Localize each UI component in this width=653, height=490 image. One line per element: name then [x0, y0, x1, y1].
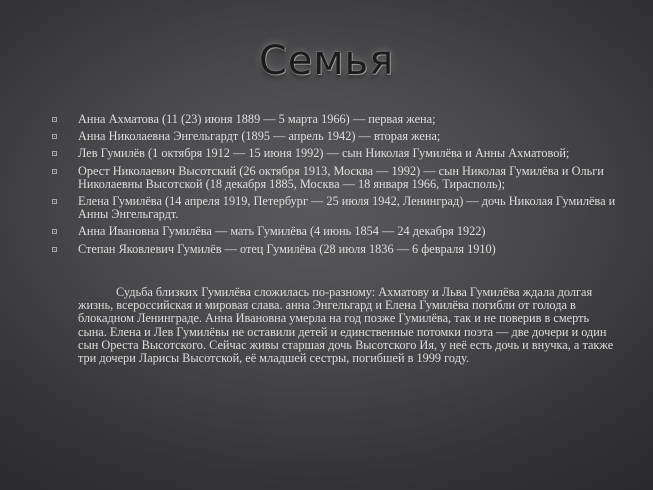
square-bullet-icon [52, 229, 57, 234]
list-item [52, 113, 622, 126]
square-bullet-icon [52, 134, 57, 139]
square-bullet-icon [52, 151, 57, 156]
square-bullet-icon [52, 199, 57, 204]
body-paragraph: Судьба близких Гумилёва сложилась по-разному: Ахматову и Льва Гумилёва ждала долгая жизнь, всероссийская и мировая слава. анна Энгельгард и Елена Гумилёва погибли от голода в блокадном Ленинграде. Анна Ивановна умерла на год позже Гумилёва, так и не поверив в смерть сына. Елена и Лев Гумилёвы не оставили детей и единственные потомки поэта — две дочери и один сын Ореста Высотского. Сейчас живы старшая дочь Высотского Ия, у неё есть дочь и внучка, а также три дочери Ларисы Высотской, её младшей сестры, погибшей в 1999 году. [78, 285, 614, 366]
square-bullet-icon [52, 247, 57, 252]
list-item-text: Анна Николаевна Энгельгардт (1895 — апрель 1942) — вторая жена; [78, 129, 441, 144]
list-item-text: Лев Гумилёв (1 октября 1912 — 15 июня 1992) — сын Николая Гумилёва и Анны Ахматовой; [78, 146, 570, 161]
list-item-text: Степан Яковлевич Гумилёв — отец Гумилёва (28 июля 1836 — 6 февраля 1910) [78, 241, 496, 256]
list-item-text: Анна Ахматова (11 (23) июня 1889 — 5 марта 1966) — первая жена; [78, 112, 436, 126]
slide-title: Семья [258, 38, 395, 84]
list-item-text: Анна Ивановна Гумилёва — мать Гумилёва (4 июнь 1854 — 24 декабря 1922) [78, 224, 486, 239]
square-bullet-icon [52, 117, 57, 122]
list-item [52, 243, 622, 256]
list-item-text: Елена Гумилёва (14 апреля 1919, Петербург — 25 июля 1942, Ленинград) — дочь Николая Гумилёва и Анны Энгельгардт. [78, 194, 616, 222]
bullet-list [52, 113, 622, 260]
list-item-text: Орест Николаевич Высотский (26 октября 1913, Москва — 1992) — сын Николая Гумилёва и Ольги Николаевны Высотской (18 декабря 1885, Москва — 18 января 1966, Тирасполь); [78, 163, 604, 191]
list-item [52, 195, 622, 221]
list-item [52, 165, 622, 191]
list-item [52, 130, 622, 143]
list-item [52, 147, 622, 160]
list-item [52, 225, 622, 238]
square-bullet-icon [52, 169, 57, 174]
